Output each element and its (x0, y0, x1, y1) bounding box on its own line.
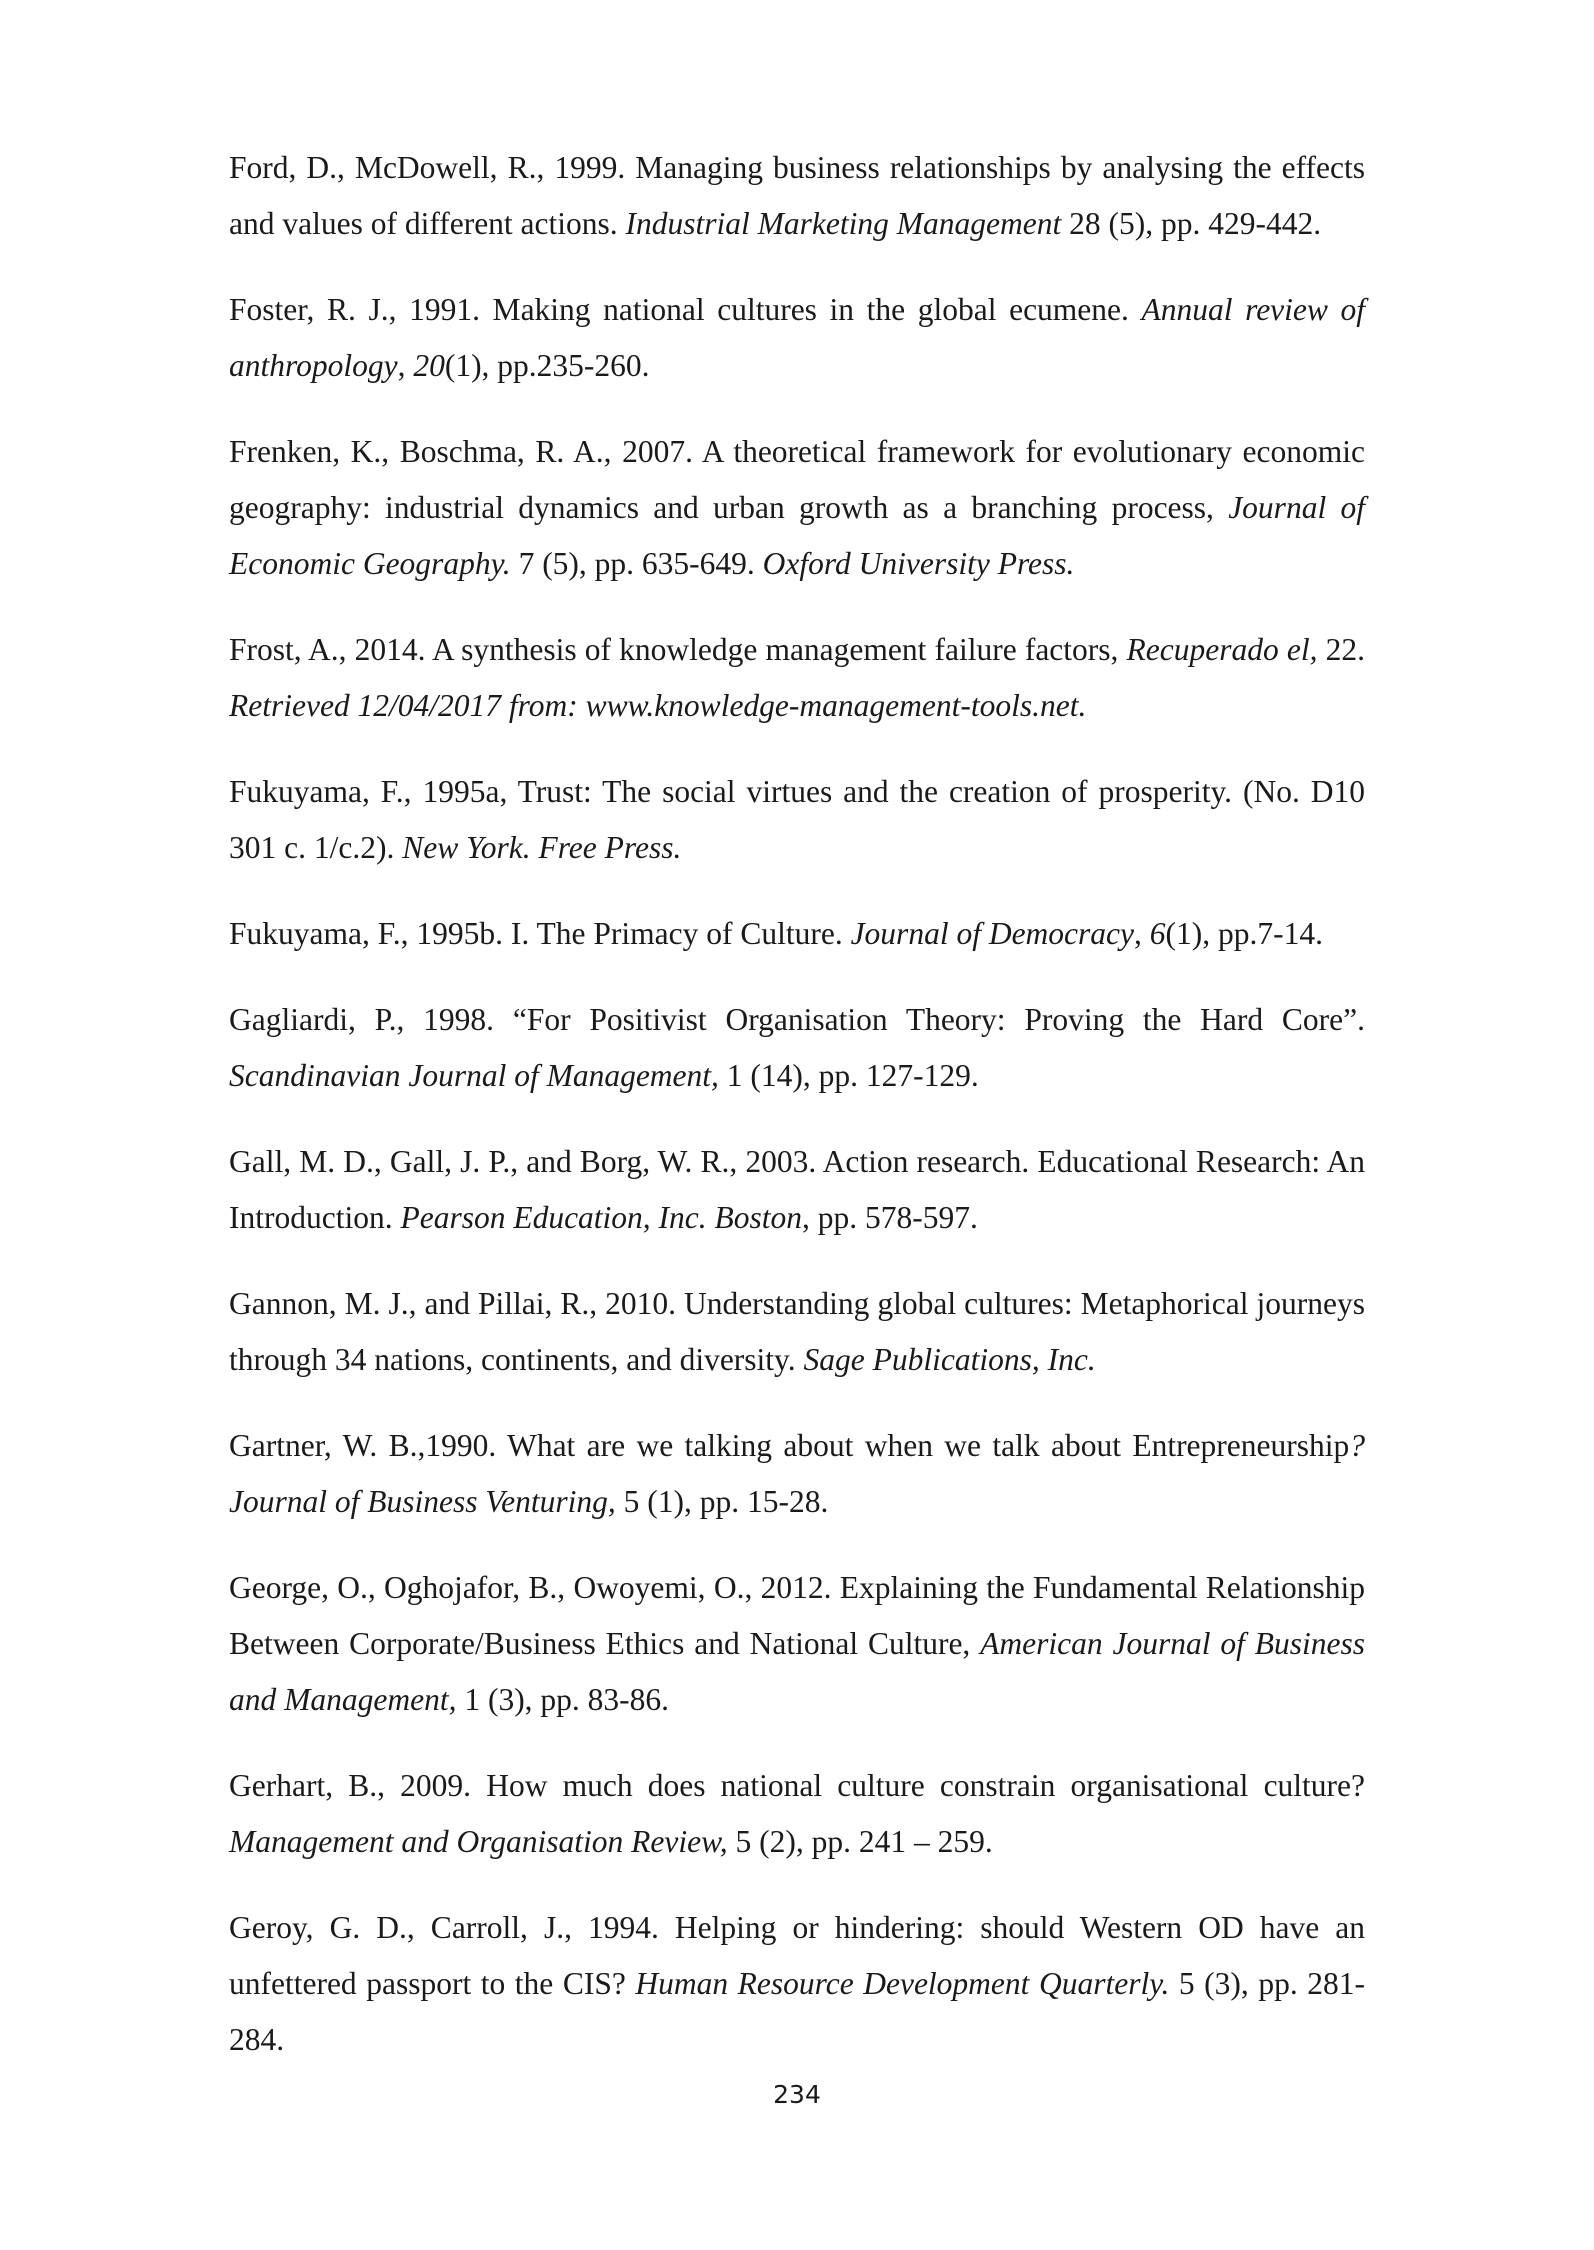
reference-text: , (1134, 916, 1150, 951)
reference-text: 5 (3), pp. 281-284. (229, 1966, 1365, 2057)
reference-entry (229, 622, 1365, 734)
reference-text: 22. (1317, 632, 1365, 667)
reference-italic-text: Management and Organisation Review, (229, 1824, 728, 1859)
reference-italic-text: Journal of Democracy (850, 916, 1135, 951)
reference-text: 5 (2), pp. 241 – 259. (727, 1824, 993, 1859)
reference-italic-text: Retrieved 12/04/2017 from: www.knowledge-management-tools.net. (229, 688, 1087, 723)
reference-italic-text: 20 (413, 348, 445, 383)
reference-entry (229, 282, 1365, 394)
reference-text: Gannon, M. J., and Pillai, R., 2010. Understanding global cultures: Metaphorical journeys through 34 nations, continents, and diversity. (229, 1286, 1365, 1377)
reference-entry (229, 1560, 1365, 1728)
reference-text: Frenken, K., Boschma, R. A., 2007. A theoretical framework for evolutionary economic geography: industrial dynamics and urban growth as a branching process, (229, 434, 1365, 525)
reference-text: Fukuyama, F., 1995a, Trust: The social virtues and the creation of prosperity. (No. D10 301 c. 1/c.2). (229, 774, 1365, 865)
reference-italic-text: Scandinavian Journal of Management, (229, 1058, 719, 1093)
reference-text: Foster, R. J., 1991. Making national cultures in the global ecumene. (229, 292, 1142, 327)
reference-text: Fukuyama, F., 1995b. I. The Primacy of Culture. (229, 916, 851, 951)
reference-text: Gagliardi, P., 1998. “For Positivist Organisation Theory: Proving the Hard Core”. (229, 1002, 1365, 1037)
reference-italic-text: Human Resource Development Quarterly. (635, 1966, 1170, 2001)
page-number: 234 (773, 2080, 821, 2109)
reference-list (229, 140, 1365, 2098)
reference-text: Gerhart, B., 2009. How much does national culture constrain organisational culture? (229, 1768, 1365, 1803)
reference-entry (229, 906, 1365, 962)
reference-italic-text: New York. Free Press. (402, 830, 682, 865)
reference-text: (1), pp.7-14. (1165, 916, 1323, 951)
reference-text: Gall, M. D., Gall, J. P., and Borg, W. R., 2003. Action research. Educational Research: An Introduction. (229, 1144, 1365, 1235)
reference-text: 1 (3), pp. 83-86. (456, 1682, 670, 1717)
reference-italic-text: ? Journal of Business Venturing, (229, 1428, 1365, 1519)
reference-text: Gartner, W. B.,1990. What are we talking about when we talk about Entrepreneurship (229, 1428, 1350, 1463)
reference-entry (229, 424, 1365, 592)
reference-italic-text: 6 (1149, 916, 1166, 951)
reference-italic-text: Annual review of anthropology (229, 292, 1366, 383)
reference-italic-text: Oxford University Press. (762, 546, 1075, 581)
reference-italic-text: Sage Publications, Inc. (803, 1342, 1096, 1377)
reference-text: , pp. 578-597. (802, 1200, 978, 1235)
reference-entry (229, 1900, 1365, 2068)
reference-italic-text: American Journal of Business and Management, (229, 1626, 1365, 1717)
reference-italic-text: Journal of Economic Geography. (229, 490, 1365, 581)
reference-entry (229, 1418, 1365, 1530)
reference-text: 28 (5), pp. 429-442. (1061, 206, 1322, 241)
reference-entry (229, 1134, 1365, 1246)
reference-text: (1), pp.235-260. (444, 348, 650, 383)
reference-text: , (397, 348, 414, 383)
reference-entry (229, 1276, 1365, 1388)
reference-text: George, O., Oghojafor, B., Owoyemi, O., 2012. Explaining the Fundamental Relationship Between Corporate/Business Ethics and National Culture, (229, 1570, 1365, 1661)
reference-italic-text: Recuperado el, (1126, 632, 1318, 667)
reference-text: 7 (5), pp. 635-649. (510, 546, 763, 581)
reference-entry (229, 1758, 1365, 1870)
reference-text: 5 (1), pp. 15-28. (615, 1484, 829, 1519)
reference-italic-text: Industrial Marketing Management (625, 206, 1062, 241)
reference-text: 1 (14), pp. 127-129. (718, 1058, 979, 1093)
reference-italic-text: Pearson Education, Inc. Boston (400, 1200, 803, 1235)
reference-text: Geroy, G. D., Carroll, J., 1994. Helping or hindering: should Western OD have an unfettered passport to the CIS? (229, 1910, 1365, 2001)
reference-text: Frost, A., 2014. A synthesis of knowledge management failure factors, (229, 632, 1127, 667)
reference-entry (229, 992, 1365, 1104)
reference-entry (229, 140, 1365, 252)
reference-text: Ford, D., McDowell, R., 1999. Managing business relationships by analysing the effects and values of different actions. (229, 150, 1365, 241)
reference-entry (229, 764, 1365, 876)
